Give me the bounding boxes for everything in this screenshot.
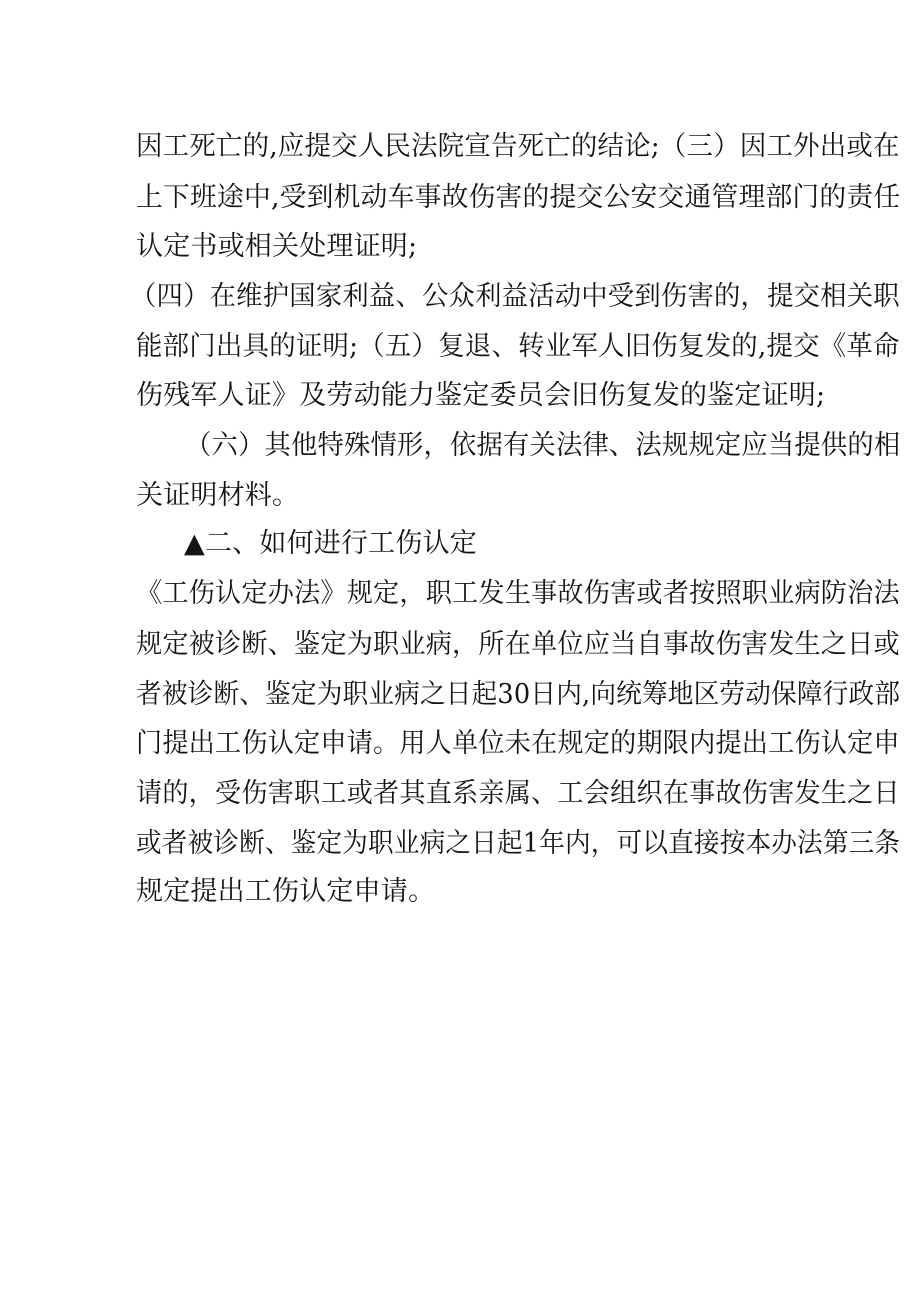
paragraph-line: 请的，受伤害职工或者其直系亲属、工会组织在事故伤害发生之日 bbox=[136, 778, 900, 809]
paragraph-line: 认定书或相关处理证明; bbox=[136, 231, 418, 262]
paragraph-line: 《工伤认定办法》规定，职工发生事故伤害或者按照职业病防治法 bbox=[136, 578, 900, 609]
paragraph-line: 因工死亡的,应提交人民法院宣告死亡的结论;（三）因工外出或在 bbox=[136, 131, 900, 162]
paragraph-line: 者被诊断、鉴定为职业病之日起30日内,向统筹地区劳动保障行政部 bbox=[136, 679, 901, 710]
paragraph-line: 伤残军人证》及劳动能力鉴定委员会旧伤复发的鉴定证明; bbox=[136, 380, 826, 411]
paragraph-line: 规定被诊断、鉴定为职业病，所在单位应当自事故伤害发生之日或 bbox=[136, 629, 900, 660]
paragraph-line: 关证明材料。 bbox=[136, 480, 300, 511]
paragraph-line: 规定提出工伤认定申请。 bbox=[136, 876, 436, 907]
paragraph-line: 上下班途中,受到机动车事故伤害的提交公安交通管理部门的责任 bbox=[136, 182, 901, 213]
paragraph-line: 能部门出具的证明;（五）复退、转业军人旧伤复发的,提交《革命 bbox=[136, 331, 900, 362]
paragraph-line: （四）在维护国家利益、公众利益活动中受到伤害的，提交相关职 bbox=[130, 281, 900, 312]
paragraph-line: 门提出工伤认定申请。用人单位未在规定的期限内提出工伤认定申 bbox=[136, 728, 900, 759]
paragraph-line: （六）其他特殊情形，依据有关法律、法规规定应当提供的相 bbox=[185, 430, 901, 461]
paragraph-line: 或者被诊断、鉴定为职业病之日起1年内，可以直接按本办法第三条 bbox=[136, 828, 901, 859]
section-heading: ▲二、如何进行工伤认定 bbox=[184, 528, 477, 559]
